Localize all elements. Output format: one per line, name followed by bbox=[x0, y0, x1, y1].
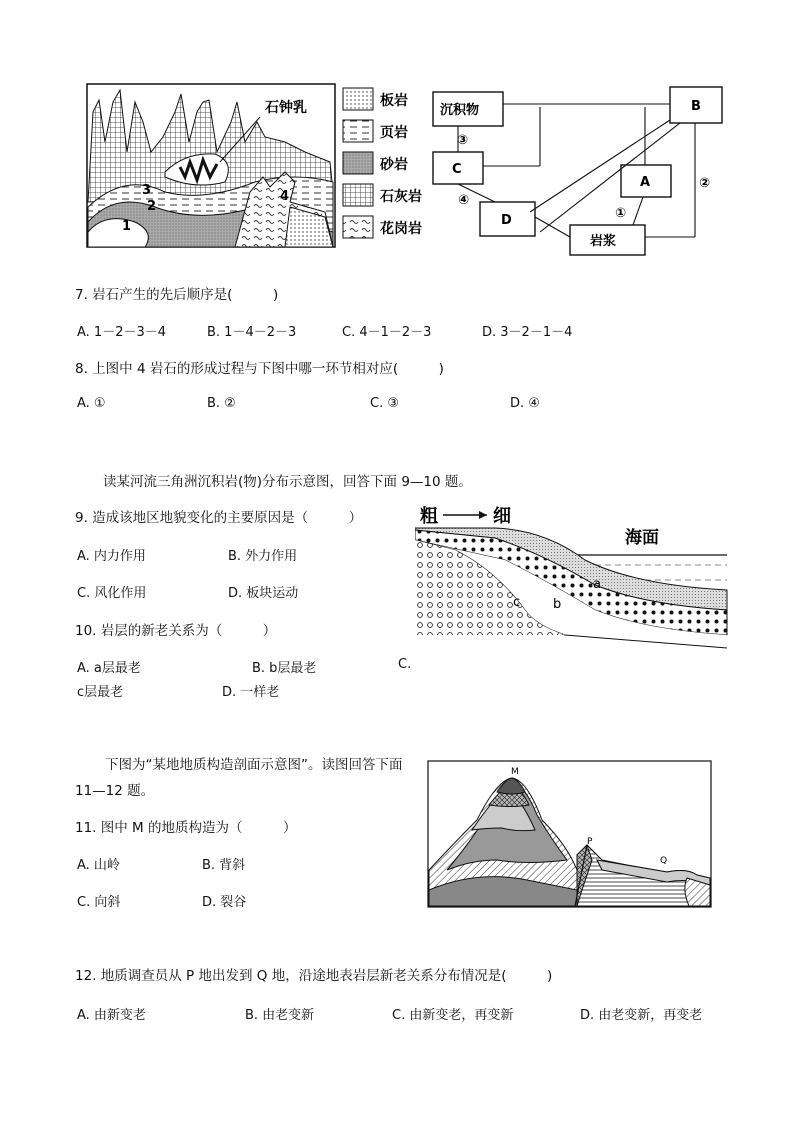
q7-option-d[interactable]: D. 3－2－1－4 bbox=[482, 325, 573, 340]
q12-option-c[interactable]: C. 由新变老，再变新 bbox=[392, 1008, 514, 1023]
legend-granite: 花岗岩 bbox=[380, 221, 422, 237]
q11-option-d[interactable]: D. 裂谷 bbox=[202, 895, 247, 910]
layer-number-1: 1 bbox=[122, 219, 132, 234]
q7-option-a[interactable]: A. 1－2－3－4 bbox=[77, 325, 167, 340]
fine-label: 细 bbox=[493, 506, 511, 527]
q8-option-d[interactable]: D. ④ bbox=[510, 396, 540, 411]
intro-questions-11-12-line2: 11—12 题。 bbox=[75, 783, 155, 799]
question-10-stem: 10. 岩层的新老关系为（ ） bbox=[75, 623, 277, 639]
box-magma: 岩浆 bbox=[590, 234, 617, 249]
q10-option-a[interactable]: A. a层最老 bbox=[77, 661, 141, 676]
q10-option-b[interactable]: B. b层最老 bbox=[252, 661, 317, 676]
q9-option-d[interactable]: D. 板块运动 bbox=[228, 586, 299, 601]
layer-number-4: 4 bbox=[280, 189, 290, 204]
point-q-label: Q bbox=[660, 856, 668, 866]
box-sediment: 沉积物 bbox=[440, 103, 480, 118]
intro-questions-9-10: 读某河流三角洲沉积岩(物)分布示意图，回答下面 9—10 题。 bbox=[103, 474, 472, 490]
legend-sandstone: 砂岩 bbox=[380, 157, 408, 173]
cycle-mark-3: ③ bbox=[457, 133, 469, 148]
sea-level-label: 海面 bbox=[625, 528, 659, 548]
point-m-label: M bbox=[511, 767, 519, 777]
q10-option-c-label[interactable]: C. bbox=[398, 657, 412, 672]
layer-number-3: 3 bbox=[142, 183, 152, 198]
q8-option-c[interactable]: C. ③ bbox=[370, 396, 399, 411]
layer-a-label: a bbox=[593, 577, 601, 592]
stalactite-label: 石钟乳 bbox=[265, 100, 307, 116]
q12-option-b[interactable]: B. 由老变新 bbox=[245, 1008, 315, 1023]
point-p-label: P bbox=[587, 837, 593, 847]
q7-option-b[interactable]: B. 1－4－2－3 bbox=[207, 325, 297, 340]
delta-deposit-figure bbox=[415, 500, 730, 650]
rock-cycle-figure bbox=[85, 82, 725, 257]
q10-option-d[interactable]: D. 一样老 bbox=[222, 685, 280, 700]
intro-questions-11-12-line1: 下图为“某地地质构造剖面示意图”。读图回答下面 bbox=[105, 757, 403, 773]
question-9-stem: 9. 造成该地区地貌变化的主要原因是（ ） bbox=[75, 510, 363, 526]
rock-legend bbox=[343, 88, 422, 238]
box-b: B bbox=[691, 99, 701, 114]
legend-slate: 板岩 bbox=[380, 93, 408, 109]
box-d: D bbox=[501, 213, 512, 228]
geologic-structure-figure bbox=[427, 760, 712, 908]
q12-option-a[interactable]: A. 由新变老 bbox=[77, 1008, 146, 1023]
layer-b-label: b bbox=[553, 597, 562, 612]
question-8-stem: 8. 上图中 4 岩石的形成过程与下图中哪一环节相对应( ) bbox=[75, 361, 444, 377]
q11-option-b[interactable]: B. 背斜 bbox=[202, 858, 246, 873]
q8-option-b[interactable]: B. ② bbox=[207, 396, 236, 411]
q9-option-a[interactable]: A. 内力作用 bbox=[77, 549, 146, 564]
rock-section-diagram bbox=[87, 84, 335, 247]
question-7-stem: 7. 岩石产生的先后顺序是( ) bbox=[75, 287, 279, 303]
question-11-stem: 11. 图中 M 的地质构造为（ ） bbox=[75, 820, 297, 836]
q11-option-a[interactable]: A. 山岭 bbox=[77, 858, 120, 873]
q10-option-c-text[interactable]: c层最老 bbox=[77, 685, 124, 700]
q9-option-c[interactable]: C. 风化作用 bbox=[77, 586, 147, 601]
q11-option-c[interactable]: C. 向斜 bbox=[77, 895, 121, 910]
box-c: C bbox=[452, 162, 462, 177]
question-12-stem: 12. 地质调查员从 P 地出发到 Q 地，沿途地表岩层新老关系分布情况是( ) bbox=[75, 968, 553, 984]
cycle-mark-2: ② bbox=[699, 176, 711, 191]
cycle-mark-1: ① bbox=[615, 206, 627, 221]
layer-number-2: 2 bbox=[147, 199, 157, 214]
q12-option-d[interactable]: D. 由老变新，再变老 bbox=[580, 1008, 703, 1023]
q8-option-a[interactable]: A. ① bbox=[77, 396, 106, 411]
legend-shale: 页岩 bbox=[380, 125, 408, 141]
cycle-mark-4: ④ bbox=[458, 193, 470, 208]
q9-option-b[interactable]: B. 外力作用 bbox=[228, 549, 298, 564]
layer-c-label: c bbox=[513, 595, 521, 610]
box-a: A bbox=[640, 175, 651, 190]
coarse-label: 粗 bbox=[420, 506, 438, 527]
rock-cycle-diagram bbox=[433, 87, 722, 255]
q7-option-c[interactable]: C. 4－1－2－3 bbox=[342, 325, 432, 340]
legend-limestone: 石灰岩 bbox=[380, 189, 422, 205]
